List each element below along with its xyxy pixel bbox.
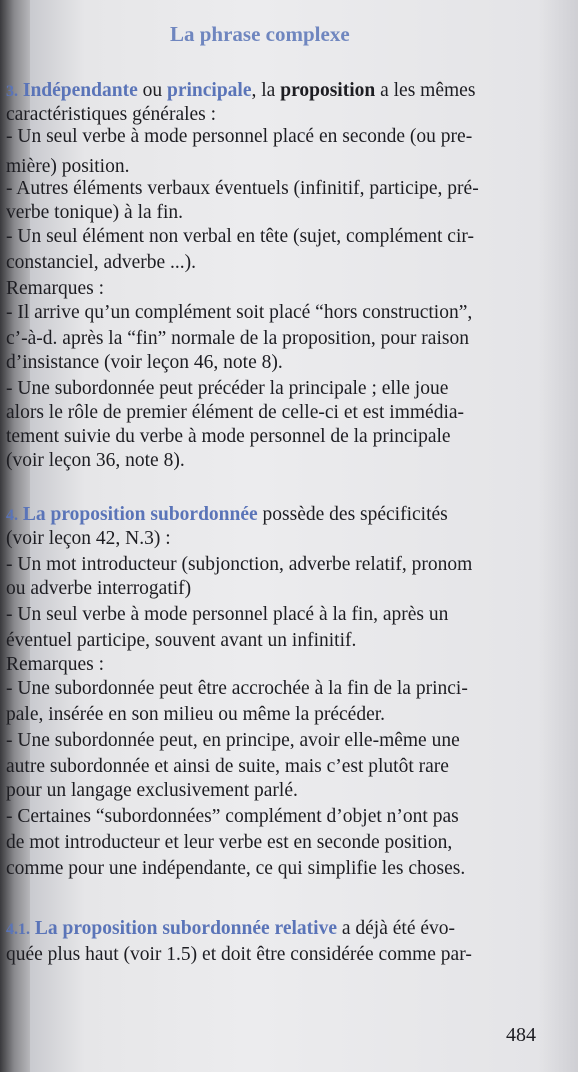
text-line: - Il arrive qu’un complément soit placé “hors construction”,: [6, 302, 473, 323]
text-line: verbe tonique) à la fin.: [6, 202, 184, 223]
section-4-heading: 4. La proposition subordonnée possède des spécificités: [6, 504, 448, 525]
text-line: - Un seul élément non verbal en tête (sujet, complément cir-: [6, 226, 474, 247]
text-line: pale, insérée en son milieu ou même la précéder.: [6, 704, 386, 725]
text-line: (voir leçon 42, N.3) :: [6, 528, 171, 549]
text-line: - Une subordonnée peut, en principe, avoir elle-même une: [6, 730, 460, 751]
text-line: mière) position.: [6, 156, 130, 177]
text-line: Remarques :: [6, 278, 105, 299]
section-4-1-heading: 4.1. La proposition subordonnée relative a déjà été évo-: [6, 918, 456, 939]
text-line: comme pour une indépendante, ce qui simplifie les choses.: [6, 858, 466, 879]
text-line: d’insistance (voir leçon 46, note 8).: [6, 352, 283, 373]
text-line: - Certaines “subordonnées” complément d’objet n’ont pas: [6, 806, 459, 827]
text-line: Remarques :: [6, 654, 105, 675]
text-line: - Une subordonnée peut précéder la principale ; elle joue: [6, 378, 449, 399]
text-line: quée plus haut (voir 1.5) et doit être considérée comme par-: [6, 944, 472, 965]
text-line: éventuel participe, souvent avant un infinitif.: [6, 630, 357, 651]
text-line: caractéristiques générales :: [6, 104, 217, 125]
text-line: de mot introducteur et leur verbe est en seconde position,: [6, 832, 453, 853]
text-line: ou adverbe interrogatif): [6, 578, 192, 599]
text-line: (voir leçon 36, note 8).: [6, 450, 185, 471]
text-line: - Autres éléments verbaux éventuels (infinitif, participe, pré-: [6, 178, 479, 199]
text-line: alors le rôle de premier élément de celle-ci et est immédia-: [6, 402, 465, 423]
text-line: - Un seul verbe à mode personnel placé à la fin, après un: [6, 604, 449, 625]
text-line: c’-à-d. après la “fin” normale de la proposition, pour raison: [6, 328, 469, 349]
text-line: constanciel, adverbe ...).: [6, 252, 197, 273]
section-3-heading: 3. Indépendante ou principale, la proposition a les mêmes: [6, 80, 476, 101]
page-number: 484: [506, 1024, 536, 1046]
text-line: - Un seul verbe à mode personnel placé en seconde (ou pre-: [6, 126, 473, 147]
text-line: tement suivie du verbe à mode personnel de la principale: [6, 426, 451, 447]
text-line: autre subordonnée et ainsi de suite, mais c’est plutôt rare: [6, 756, 449, 777]
text-line: - Un mot introducteur (subjonction, adverbe relatif, pronom: [6, 554, 473, 575]
text-line: pour un langage exclusivement parlé.: [6, 780, 298, 801]
text-line: - Une subordonnée peut être accrochée à la fin de la princi-: [6, 678, 468, 699]
page-title: La phrase complexe: [170, 22, 350, 46]
